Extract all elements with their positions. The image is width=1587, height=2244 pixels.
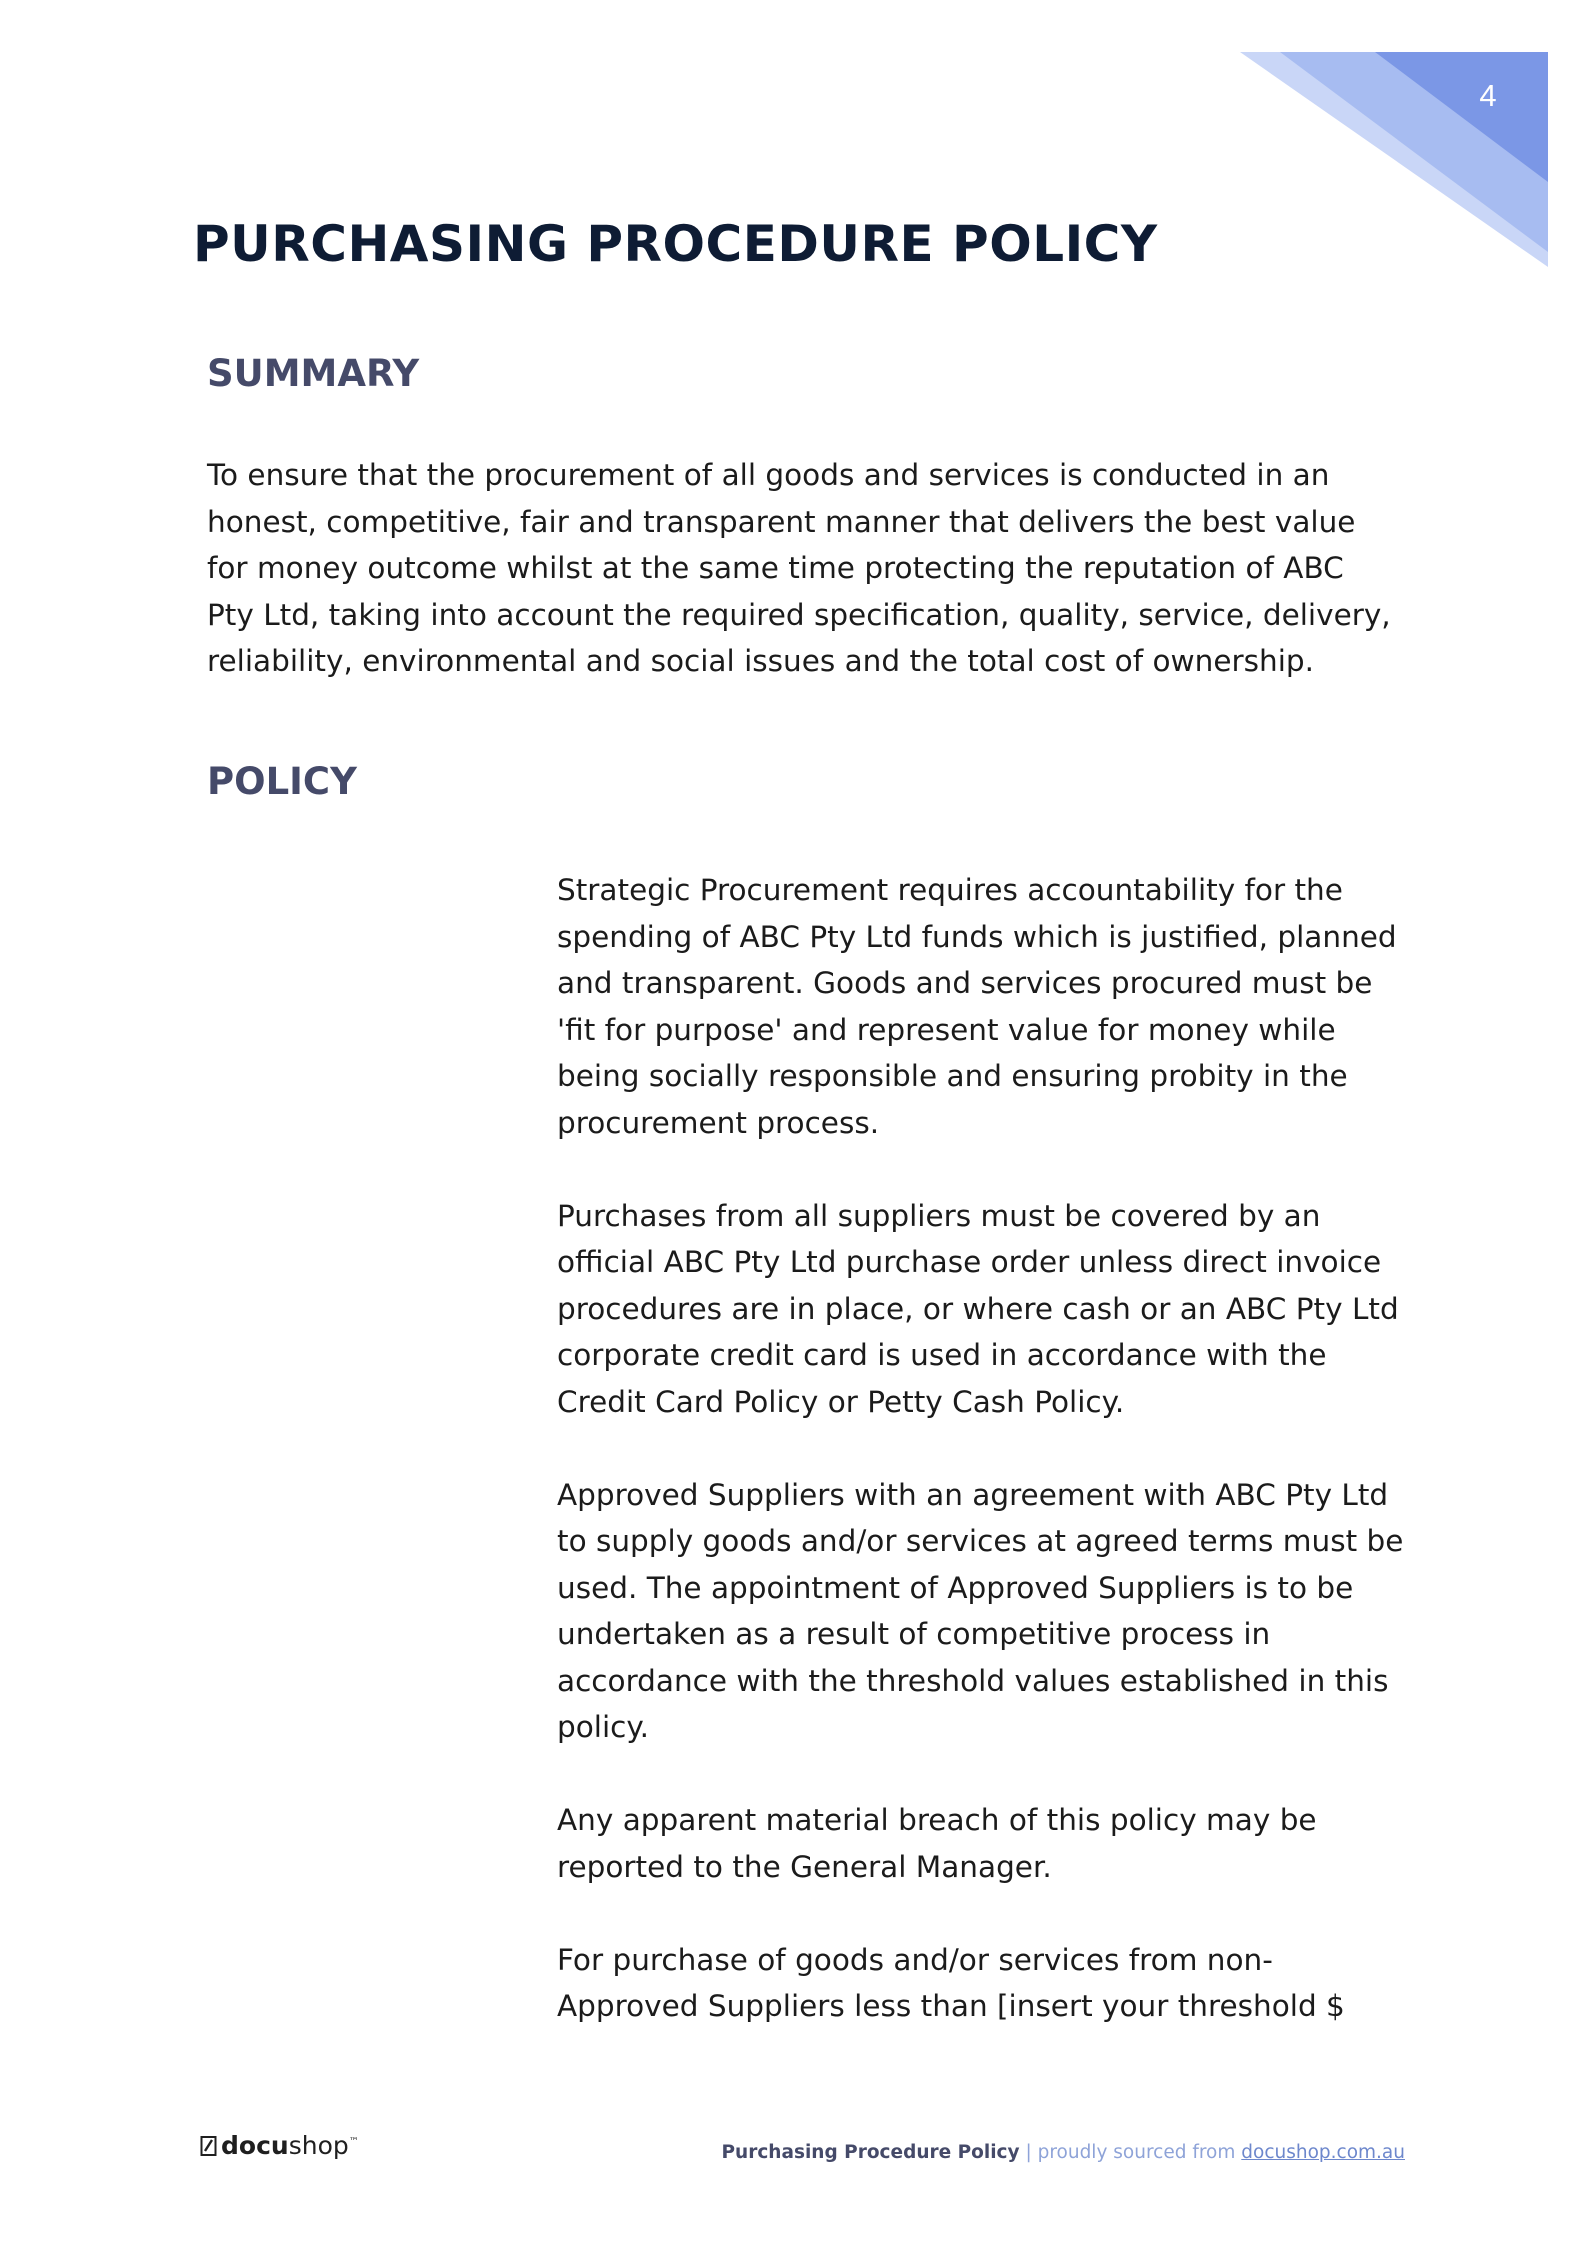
summary-paragraph: To ensure that the procurement of all goods and services is conducted in an honest, competitive, fair and transparent manner that delivers the best value for money outcome whilst at the same time protecting the reputation of ABC Pty Ltd, taking into account the required specification, quality, service, delivery, reliability, environmental and social issues and the total cost of ownership. — [207, 458, 1391, 678]
footer-sourced-text: proudly sourced from — [1037, 2142, 1242, 2163]
policy-paragraph-4: Any apparent material breach of this policy may be reported to the General Manager. — [557, 1803, 1317, 1884]
docushop-link[interactable]: docushop.com.au — [1241, 2142, 1405, 2163]
policy-paragraph-3: Approved Suppliers with an agreement with ABC Pty Ltd to supply goods and/or services at agreed terms must be used. The appointment of Approved Suppliers is to be undertaken as a result of competitive process in accordance with the threshold values established in this policy. — [557, 1477, 1404, 1744]
page-number: 4 — [1479, 78, 1497, 113]
pen-icon — [200, 2135, 218, 2157]
policy-heading: POLICY — [207, 760, 357, 803]
footer-text — [721, 2142, 1405, 2163]
summary-heading: SUMMARY — [207, 352, 420, 395]
policy-paragraph-2: Purchases from all suppliers must be covered by an official ABC Pty Ltd purchase order unless direct invoice procedures are in place, or where cash or an ABC Pty Ltd corporate credit card is used in accordance with the Credit Card Policy or Petty Cash Policy. — [557, 1198, 1399, 1419]
footer-separator: | — [1019, 2142, 1038, 2163]
logo-text-bold: docu — [221, 2131, 289, 2160]
policy-body — [557, 867, 1407, 2076]
logo-text-light: shop — [288, 2131, 349, 2160]
docushop-logo — [200, 2131, 359, 2160]
footer-doc-name: Purchasing Procedure Policy — [721, 2142, 1020, 2163]
policy-paragraph-1: Strategic Procurement requires accountability for the spending of ABC Pty Ltd funds which is justified, planned and transparent. Goods and services procured must be 'fit for purpose' and represent value for money while being socially responsible and ensuring probity in the procurement process. — [557, 873, 1397, 1140]
logo-trademark: ™ — [348, 2136, 359, 2148]
policy-paragraph-5: For purchase of goods and/or services from non-Approved Suppliers less than [insert your threshold $ — [557, 1942, 1345, 2023]
document-title: PURCHASING PROCEDURE POLICY — [193, 215, 1158, 273]
